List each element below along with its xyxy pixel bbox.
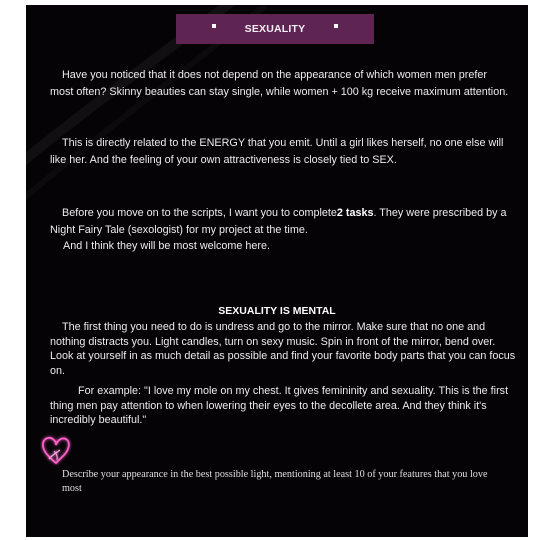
page-title: SEXUALITY (244, 23, 306, 35)
title-banner (176, 14, 374, 44)
bullet-square-icon (212, 24, 216, 28)
section-heading: SEXUALITY IS MENTAL (218, 305, 336, 317)
example-paragraph: For example: "I love my mole on my chest. It gives femininity and sexuality. This is the first thing men pay attention to when lowering their eyes to the decollete area. And they think it's incredibly beautiful." (50, 385, 509, 427)
intro-paragraph-3-line2: And I think they will be most welcome here. (63, 240, 271, 252)
task-description: Describe your appearance in the best possible light, mentioning at least 10 of your features that you love most (62, 469, 488, 494)
section-paragraph: The first thing you need to do is undress and go to the mirror. Make sure that no one and nothing distracts you. Light candles, turn on sexy music. Spin in front of the mirror, bend over. Look at yourself in as much detail as possible and find your favorite body parts that you can focus on. (50, 321, 516, 377)
intro-paragraph-3 (50, 205, 512, 238)
intro-paragraph-2: This is directly related to the ENERGY that you emit. Until a girl likes herself, no one else will like her. And the feeling of your own attractiveness is closely tied to SEX. (50, 137, 504, 166)
intro-paragraph-3-start: Before you move on to the scripts, I want you to complete (62, 207, 337, 219)
bullet-square-icon (334, 24, 338, 28)
document-page (26, 5, 528, 537)
intro-paragraph-3-end: . They were prescribed by a Night Fairy Tale (sexologist) for my project at the time. (50, 207, 507, 236)
neon-heart-icon (40, 433, 72, 469)
tasks-count-emphasis: 2 tasks (336, 207, 374, 219)
intro-paragraph-1: Have you noticed that it does not depend on the appearance of which women men prefer most often? Skinny beauties can stay single, while women + 100 kg receive maximum attention. (50, 69, 509, 98)
